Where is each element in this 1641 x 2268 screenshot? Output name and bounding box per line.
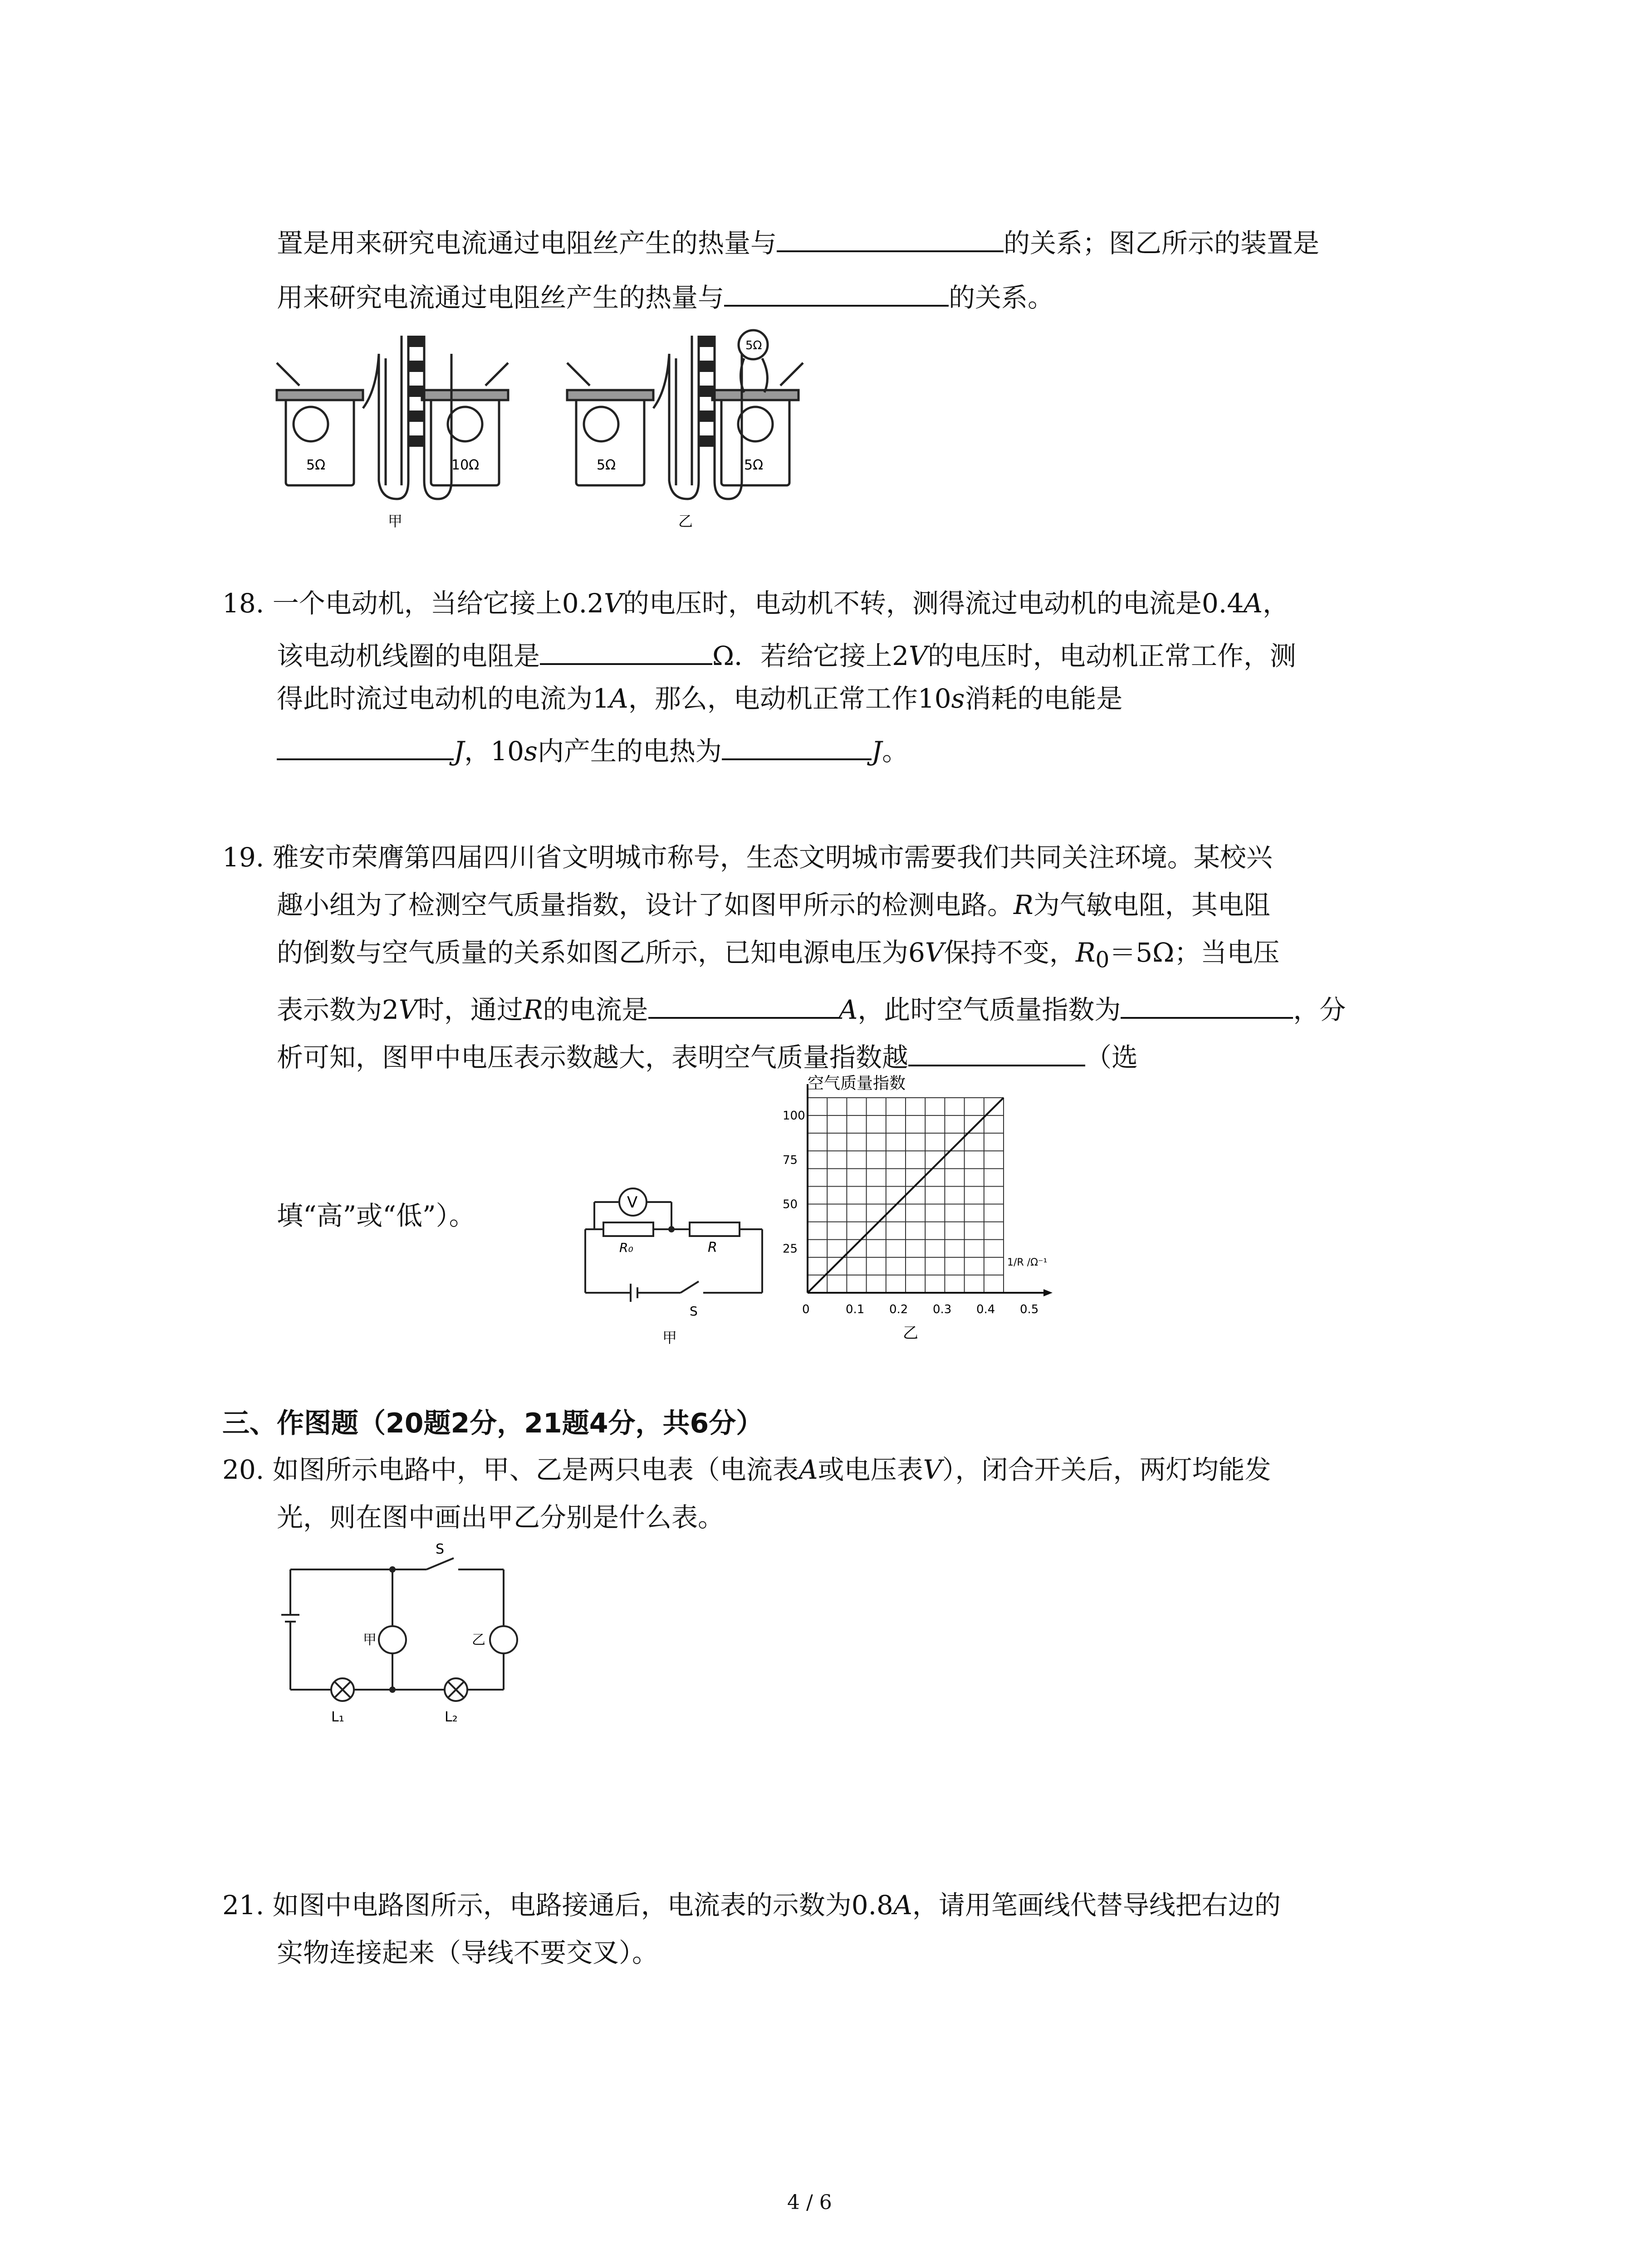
chart-ticks-group	[783, 1109, 1038, 1316]
q19-line-4	[277, 989, 1346, 1028]
q18-value: 2	[892, 640, 909, 671]
q19-chart-yi	[771, 1070, 1080, 1370]
chart-y-tick-label: 75	[783, 1153, 798, 1167]
chart-x-tick-label: 0.2	[889, 1303, 908, 1316]
q18-text: 一个电动机，当给它接上	[272, 588, 562, 619]
chart-x-tick-label: 0.4	[976, 1303, 995, 1316]
q19-text: 雅安市荣膺第四届四川省文明城市称号，生态文明城市需要我们共同关注环境。某校兴	[272, 842, 1273, 873]
q19-subscript: 0	[1095, 947, 1110, 973]
q18-unit: V	[909, 640, 928, 671]
chart-xlabel: 1/R /Ω⁻¹	[1007, 1257, 1048, 1268]
q17-yi-r-right: 5Ω	[744, 457, 764, 473]
q21-line-2	[277, 1935, 658, 1971]
q19-unit: A	[838, 994, 858, 1025]
q18-text: ，	[464, 736, 491, 767]
q17-yi-r-left: 5Ω	[597, 457, 616, 473]
q18-value: 1	[593, 683, 609, 714]
q19-value: 6	[908, 937, 925, 968]
q18-text: 消耗的电能是	[965, 683, 1123, 714]
chart-x-tick-label: 0.1	[846, 1303, 865, 1316]
q17-jia-r-left: 5Ω	[306, 457, 326, 473]
q19-symbol: R	[523, 994, 543, 1025]
q17-jia-caption: 甲	[388, 513, 403, 530]
q21-text: 实物连接起来（导线不要交叉）。	[277, 1937, 659, 1968]
q17-blank-1[interactable]	[777, 222, 1004, 252]
q19-number: 19.	[222, 842, 265, 873]
q19-text: 的电流是	[543, 994, 648, 1025]
chart-x-tick-label: 0	[802, 1303, 810, 1316]
q20-meter-yi-label: 乙	[472, 1632, 485, 1648]
q21-value: 0.8	[851, 1890, 893, 1921]
q17-text: 用来研究电流通过电阻丝产生的热量与	[277, 282, 725, 313]
q19-text: 填“高”或“低”）。	[277, 1200, 475, 1231]
q19-text: （选	[1085, 1042, 1138, 1073]
q18-unit: A	[1244, 588, 1263, 619]
q17-blank-2[interactable]	[724, 277, 949, 307]
q19-text: 时，通过	[417, 994, 523, 1025]
q19-circuit-caption: 甲	[662, 1329, 677, 1346]
q20-lamp-l2-label: L₂	[445, 1709, 458, 1725]
q19-text: 趣小组为了检测空气质量指数，设计了如图甲所示的检测电路。	[277, 890, 1014, 920]
q19-switch-label: S	[690, 1304, 698, 1319]
q19-text: 保持不变，	[944, 937, 1076, 968]
q17-yi-r-extra: 5Ω	[745, 339, 762, 352]
q18-text: 该电动机线圈的电阻是	[277, 640, 540, 671]
chart-x-tick-label: 0.3	[933, 1303, 952, 1316]
chart-title: 空气质量指数	[808, 1074, 906, 1093]
q19-line-5	[277, 1036, 1138, 1075]
q19-text: ＝5Ω；当电压	[1109, 937, 1280, 968]
q18-unit: A	[609, 683, 628, 714]
q17-figure-yi	[563, 318, 817, 544]
chart-x-arrow	[1043, 1289, 1053, 1296]
page-number: 4 / 6	[787, 2191, 832, 2214]
q18-value: 0.4	[1201, 588, 1244, 619]
q18-unit: J	[454, 736, 465, 767]
q20-circuit	[272, 1542, 554, 1746]
q18-unit: V	[603, 588, 623, 619]
q19-text: 表示数为	[277, 994, 382, 1025]
q19-text: 为气敏电阻，其电阻	[1033, 890, 1270, 920]
q17-text: 置是用来研究电流通过电阻丝产生的热量与	[277, 228, 777, 259]
q20-symbol: A	[798, 1454, 818, 1485]
q19-symbol: R	[1014, 890, 1034, 920]
q19-line-6	[277, 1198, 475, 1234]
q18-line-3	[277, 680, 1122, 717]
q19-blank-current[interactable]	[648, 989, 839, 1019]
q20-number: 20.	[222, 1454, 265, 1485]
q20-symbol: V	[923, 1454, 942, 1485]
q18-text: 。	[882, 736, 909, 767]
q18-blank-energy[interactable]	[277, 730, 454, 760]
q19-unit: V	[398, 994, 418, 1025]
q20-line-2	[277, 1499, 724, 1535]
q18-unit: J	[871, 736, 882, 767]
q21-text: ，请用笔画线代替导线把右边的	[912, 1890, 1281, 1921]
q17-text: 的关系；图乙所示的装置是	[1004, 228, 1320, 259]
q20-switch-label: S	[436, 1542, 445, 1557]
q17-figure-jia	[272, 318, 526, 544]
q21-text: 如图中电路图所示，电路接通后，电流表的示数为	[272, 1890, 852, 1921]
chart-caption: 乙	[903, 1324, 918, 1342]
q18-unit: s	[951, 683, 965, 714]
q18-blank-resistance[interactable]	[540, 635, 712, 665]
q20-line-1	[222, 1452, 1271, 1488]
q20-text: ），闭合开关后，两灯均能发	[942, 1454, 1271, 1485]
q19-unit: V	[925, 937, 944, 968]
q19-r0-label: R₀	[619, 1240, 633, 1255]
q17-line-1	[277, 222, 1319, 261]
q18-line-2	[277, 635, 1296, 674]
q21-unit: A	[893, 1890, 912, 1921]
chart-x-tick-label: 0.5	[1020, 1303, 1039, 1316]
q18-number: 18.	[222, 588, 265, 619]
q18-text: 的电压时，电动机不转，测得流过电动机的电流是	[622, 588, 1202, 619]
q17-text: 的关系。	[949, 282, 1054, 313]
q20-text: 如图所示电路中，甲、乙是两只电表（电流表	[272, 1454, 799, 1485]
q17-line-2	[277, 277, 1054, 316]
q19-circuit-jia	[576, 1179, 776, 1352]
q19-text: ，分	[1293, 994, 1346, 1025]
q19-value: 2	[382, 994, 399, 1025]
q19-line-2	[277, 887, 1270, 923]
q17-jia-r-right: 10Ω	[451, 457, 480, 473]
q18-text: 得此时流过电动机的电流为	[277, 683, 593, 714]
q18-line-1	[222, 585, 1289, 621]
q20-text: 光，则在图中画出甲乙分别是什么表。	[277, 1502, 725, 1533]
q18-value: 0.2	[562, 588, 604, 619]
q19-line-1	[222, 839, 1273, 875]
chart-y-tick-label: 100	[783, 1109, 805, 1123]
q21-line-1	[222, 1887, 1281, 1923]
section-3-heading: 三、作图题（20题2分，21题4分，共6分）	[222, 1408, 764, 1439]
q18-unit: s	[524, 736, 538, 767]
q18-text: Ω．若给它接上	[712, 640, 892, 671]
q19-blank-index[interactable]	[1121, 989, 1293, 1019]
q20-meter-jia-label: 甲	[363, 1632, 377, 1648]
q19-voltmeter-label: V	[627, 1193, 638, 1212]
chart-y-tick-label: 25	[783, 1242, 798, 1256]
q20-lamp-l1-label: L₁	[331, 1709, 344, 1725]
q18-text: ，那么，电动机正常工作	[628, 683, 918, 714]
q19-text: ，此时空气质量指数为	[857, 994, 1121, 1025]
q18-text: ，	[1263, 588, 1289, 619]
q18-text: 的电压时，电动机正常工作，测	[927, 640, 1296, 671]
q19-text: 析可知，图甲中电压表示数越大，表明空气质量指数越	[277, 1042, 909, 1073]
q18-line-4	[277, 730, 908, 769]
q20-text: 或电压表	[818, 1454, 923, 1485]
q19-r-label: R	[708, 1240, 717, 1256]
q21-number: 21.	[222, 1890, 265, 1921]
q19-symbol: R	[1075, 937, 1096, 968]
q19-blank-highlow[interactable]	[908, 1036, 1085, 1066]
q18-text: 内产生的电热为	[537, 736, 722, 767]
q19-text: 的倒数与空气质量的关系如图乙所示，已知电源电压为	[277, 937, 909, 968]
q19-line-3	[277, 934, 1279, 978]
q18-value: 10	[490, 736, 524, 767]
q18-value: 10	[917, 683, 951, 714]
q17-yi-caption: 乙	[678, 513, 693, 530]
chart-y-tick-label: 50	[783, 1198, 798, 1212]
q18-blank-heat[interactable]	[722, 730, 872, 760]
